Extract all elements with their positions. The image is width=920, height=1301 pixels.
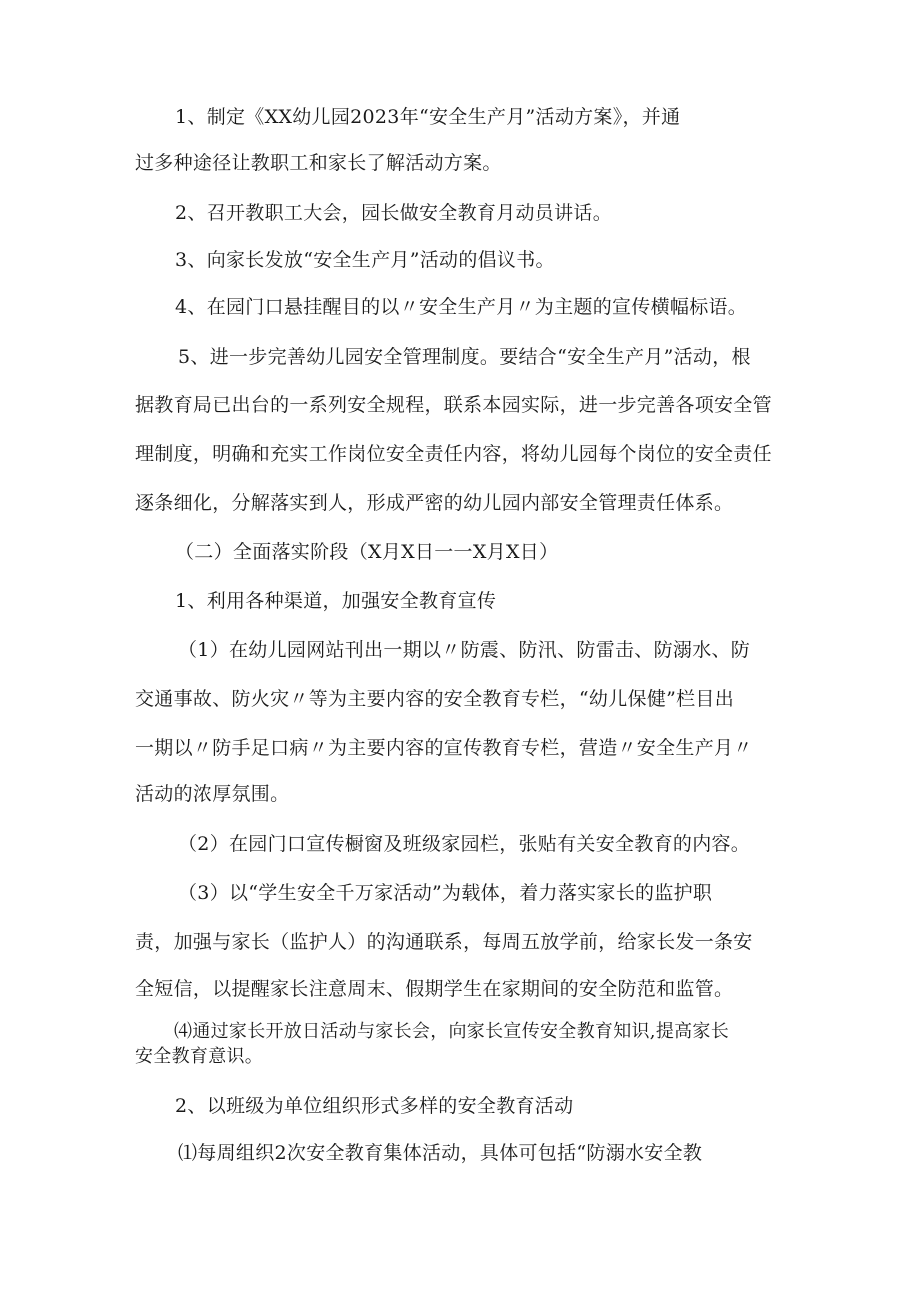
text-line: 据教育局已出台的一系列安全规程，联系本园实际，进一步完善各项安全管 — [135, 394, 772, 416]
text-line: 1、利用各种渠道，加强安全教育宣传 — [175, 590, 497, 612]
text-line: 活动的浓厚氛围。 — [135, 783, 290, 805]
section-heading: （二）全面落实阶段（X月X日一一X月X日） — [175, 541, 559, 563]
text-line: 1、制定《XX幼儿园2023年“安全生产月”活动方案》，并通 — [175, 106, 681, 128]
text-line: 3、向家长发放“安全生产月”活动的倡议书。 — [175, 249, 555, 271]
text-line: 一期以〃防手足口病〃为主要内容的宣传教育专栏，营造〃安全生产月〃 — [135, 737, 753, 759]
text-line: 5、进一步完善幼儿园安全管理制度。要结合“安全生产月”活动，根 — [178, 346, 751, 368]
text-line: 2、召开教职工大会，园长做安全教育月动员讲话。 — [175, 202, 612, 224]
text-line: （2）在园门口宣传橱窗及班级家园栏，张贴有关安全教育的内容。 — [178, 833, 751, 855]
text-line: （1）在幼儿园网站刊出一期以〃防震、防汛、防雷击、防溺水、防 — [178, 639, 751, 661]
text-line: 4、在园门口悬挂醒目的以〃安全生产月〃为主题的宣传横幅标语。 — [175, 296, 748, 318]
text-line: 全短信，以提醒家长注意周末、假期学生在家期间的安全防范和监管。 — [135, 978, 734, 1000]
text-line: 过多种途径让教职工和家长了解活动方案。 — [135, 152, 502, 174]
text-line: ⑷通过家长开放日活动与家长会，向家长宣传安全教育知识,提高家长 — [174, 1021, 730, 1042]
text-line: 逐条细化，分解落实到人，形成严密的幼儿园内部安全管理责任体系。 — [135, 492, 734, 514]
text-line: 责，加强与家长（监护人）的沟通联系，每周五放学前，给家长发一条安 — [135, 931, 753, 953]
text-line: 理制度，明确和充实工作岗位安全责任内容，将幼儿园每个岗位的安全责任 — [135, 443, 772, 465]
text-line: 安全教育意识。 — [135, 1046, 264, 1067]
text-line: ⑴每周组织2次安全教育集体活动，具体可包括“防溺水安全教 — [178, 1142, 703, 1164]
text-line: （3）以“学生安全千万家活动”为载体，着力落实家长的监护职 — [178, 882, 713, 904]
text-line: 交通事故、防火灾〃等为主要内容的安全教育专栏，“幼儿保健”栏目出 — [135, 688, 735, 710]
text-line: 2、以班级为单位组织形式多样的安全教育活动 — [175, 1095, 574, 1117]
